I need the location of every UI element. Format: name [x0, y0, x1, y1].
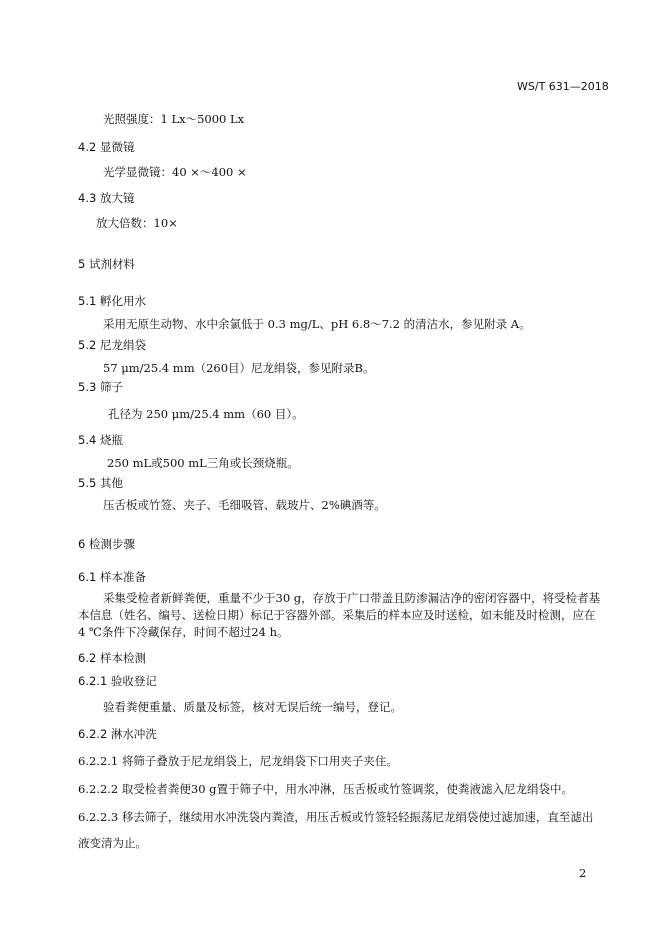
step-6-2-2-3-line-2: 液变清为止。 [78, 836, 147, 850]
step-6-2-2-2: 6.2.2.2 取受检者粪便30 g置于筛子中，用水冲淋，压舌板或竹签调浆，使粪液滤入尼龙绢袋中。 [78, 782, 574, 796]
section-5-2-heading: 5.2 尼龙绢袋 [78, 338, 146, 352]
section-5-5-heading: 5.5 其他 [78, 476, 123, 490]
illumination-line: 光照强度：1 Lx～5000 Lx [103, 112, 245, 126]
section-4-3-heading: 4.3 放大镜 [78, 191, 135, 205]
hatching-water-line: 采用无原生动物、水中余氯低于 0.3 mg/L、pH 6.8～7.2 的清洁水，参见附录 A。 [103, 317, 531, 331]
section-6-heading: 6 检测步骤 [78, 537, 135, 551]
sample-prep-line-2: 本信息（姓名、编号、送检日期）标记于容器外部。采集后的样本应及时送检，如未能及时检测，应在 [78, 608, 596, 622]
section-5-4-heading: 5.4 烧瓶 [78, 433, 123, 447]
section-6-1-heading: 6.1 样本准备 [78, 570, 146, 584]
step-6-2-2-3-line-1: 6.2.2.3 移去筛子，继续用水冲洗袋内粪渣，用压舌板或竹签轻轻振荡尼龙绢袋使过滤加速，直至滤出 [78, 810, 594, 824]
sample-prep-line-1: 采集受检者新鲜粪便，重量不少于30 g，存放于广口带盖且防渗漏洁净的密闭容器中，将受检者基 [103, 591, 601, 605]
sieve-line: 孔径为 250 μm/25.4 mm（60 目）。 [108, 407, 304, 421]
magnifier-line: 放大倍数：10× [96, 216, 178, 230]
section-6-2-heading: 6.2 样本检测 [78, 651, 146, 665]
registration-line: 验看粪便重量、质量及标签，核对无误后统一编号，登记。 [103, 700, 402, 714]
section-6-2-2-heading: 6.2.2 淋水冲洗 [78, 727, 157, 741]
nylon-bag-line: 57 μm/25.4 mm（260目）尼龙绢袋，参见附录B。 [103, 361, 375, 375]
section-5-1-heading: 5.1 孵化用水 [78, 294, 146, 308]
section-5-3-heading: 5.3 筛子 [78, 380, 123, 394]
microscope-line: 光学显微镜：40 ×～400 × [103, 165, 247, 179]
section-5-heading: 5 试剂材料 [78, 257, 135, 271]
section-6-2-1-heading: 6.2.1 验收登记 [78, 674, 157, 688]
standard-number-header: WS/T 631—2018 [517, 80, 609, 93]
step-6-2-2-1: 6.2.2.1 将筛子叠放于尼龙绢袋上，尼龙绢袋下口用夹子夹住。 [78, 754, 398, 768]
page-number: 2 [579, 866, 587, 880]
other-materials-line: 压舌板或竹签、夹子、毛细吸管、载玻片、2%碘酒等。 [103, 498, 386, 512]
sample-prep-line-3: 4 ℃条件下冷藏保存，时间不超过24 h。 [78, 625, 289, 639]
section-4-2-heading: 4.2 显微镜 [78, 140, 135, 154]
flask-line: 250 mL或500 mL三角或长颈烧瓶。 [107, 456, 299, 470]
